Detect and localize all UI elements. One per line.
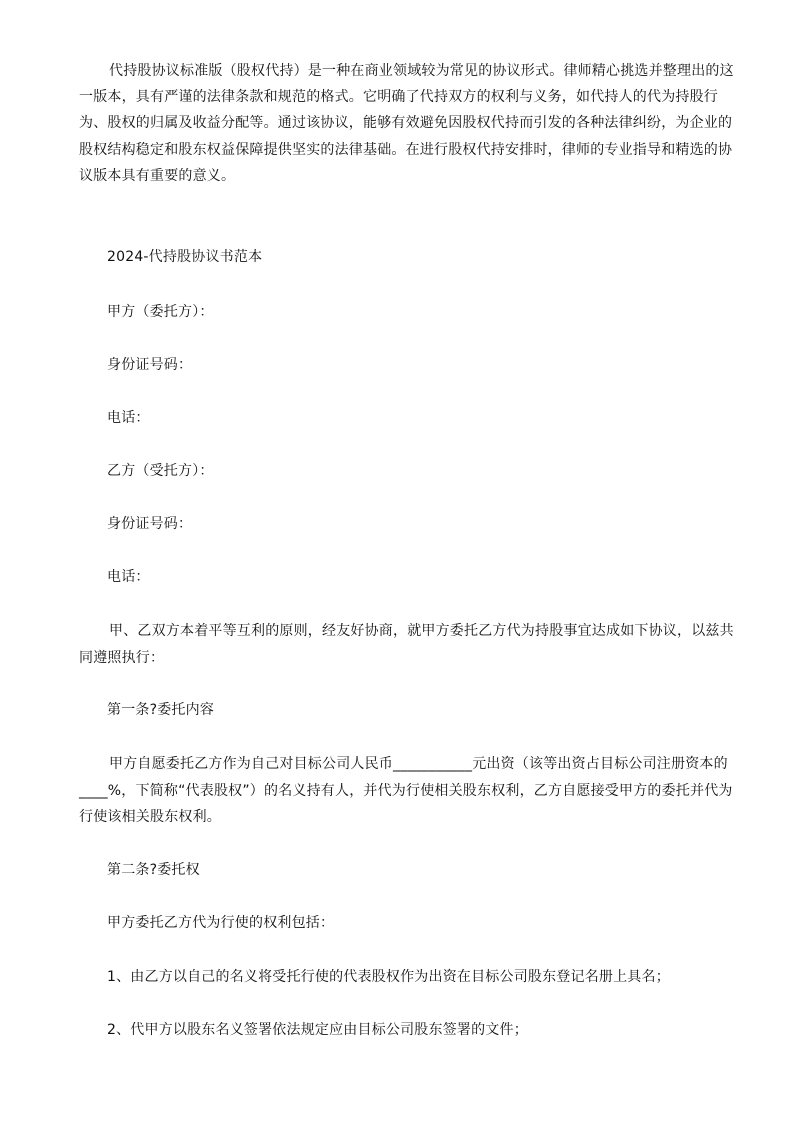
document-title: 2024-代持股协议书范本 <box>107 249 263 265</box>
article-2-intro: 甲方委托乙方代为行使的权利包括： <box>107 915 335 931</box>
party-a-label: 甲方（委托方）： <box>107 304 214 320</box>
article-2-item: 2、代甲方以股东名义签署依法规定应由目标公司股东签署的文件； <box>107 1022 528 1038</box>
party-b-phone-label: 电话： <box>107 569 150 585</box>
party-b-id-label: 身份证号码： <box>107 516 193 532</box>
article-2-item: 1、由乙方以自己的名义将受托行使的代表股权作为出资在目标公司股东登记名册上具名； <box>107 969 670 985</box>
party-a-id-label: 身份证号码： <box>107 357 193 373</box>
intro-paragraph: 代持股协议标准版（股权代持）是一种在商业领域较为常见的协议形式。律师精心挑选并整理出的这一版本，具有严谨的法律条款和规范的格式。它明确了代持双方的权利与义务，如代持人的代为持股行为、股权的归属及收益分配等。通过该协议，能够有效避免因股权代持而引发的各种法律纠纷，为企业的股权结构稳定和股东权益保障提供坚实的法律基础。在进行股权代持安排时，律师的专业指导和精选的协议版本具有重要的意义。 <box>79 63 734 184</box>
preamble-paragraph: 甲、乙双方本着平等互利的原则，经友好协商，就甲方委托乙方代为持股事宜达成如下协议，以兹共同遵照执行： <box>79 623 734 666</box>
party-a-phone-label: 电话： <box>107 410 150 426</box>
party-b-label: 乙方（受托方）： <box>107 463 214 479</box>
article-1-title: 第一条?委托内容 <box>107 702 215 718</box>
article-1-body: 甲方自愿委托乙方作为自己对目标公司人民币___________元出资（该等出资占目标公司注册资本的____%，下简称“代表股权”）的名义持有人，并代为行使相关股东权利，乙方自愿接受甲方的委托并代为行使该相关股东权利。 <box>79 756 733 825</box>
article-2-title: 第二条?委托权 <box>107 862 200 878</box>
